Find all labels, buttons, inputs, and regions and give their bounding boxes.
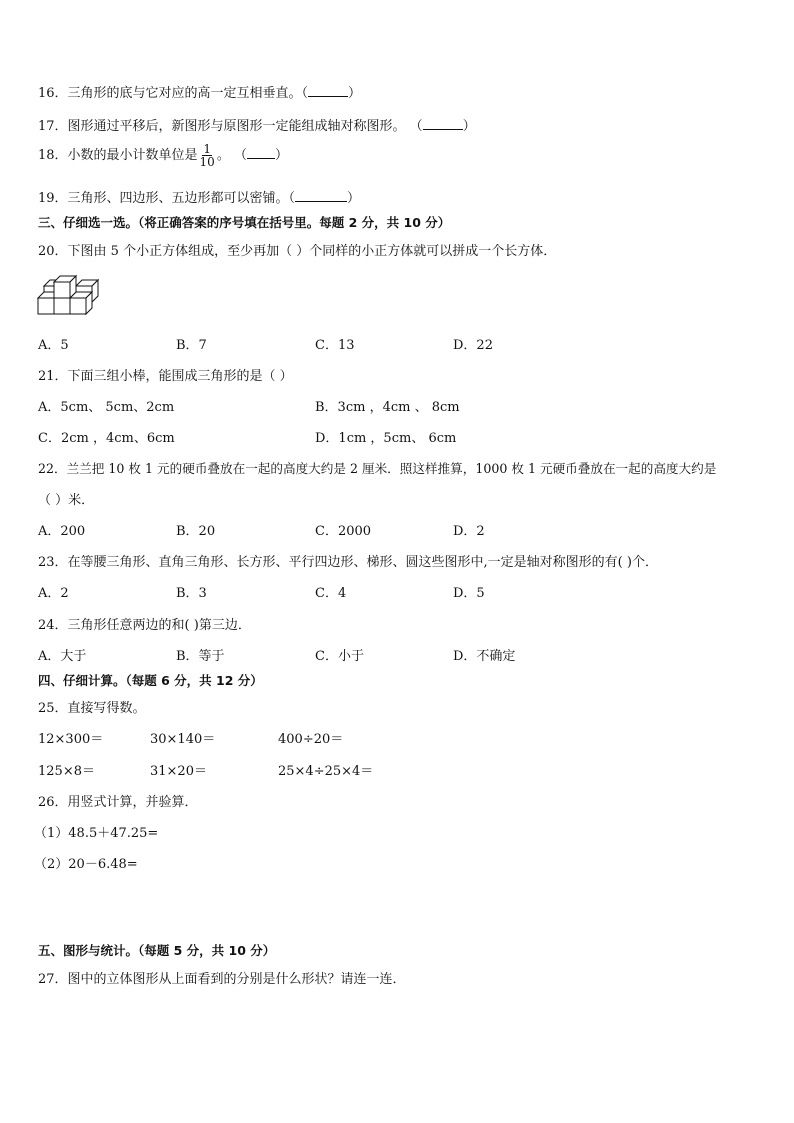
question-19-text: 19．三角形、四边形、五边形都可以密铺。（ xyxy=(38,191,296,206)
q26-item-2: （2）20－6.48= xyxy=(34,857,138,872)
q25-expr-2: 30×140＝ xyxy=(150,732,216,747)
question-18: 18．小数的最小计数单位是 $\frac{1}{10}$ 。 （ ） xyxy=(38,142,288,169)
question-25-text: 25．直接写得数。 xyxy=(38,701,146,716)
q25-expr-4: 125×8＝ xyxy=(38,764,95,779)
q20-option-d[interactable]: D．22 xyxy=(453,338,493,353)
question-24-text: 24．三角形任意两边的和( )第三边． xyxy=(38,618,251,633)
question-22-text-cont: （ ）米． xyxy=(38,493,95,508)
question-27-text: 27．图中的立体图形从上面看到的分别是什么形状？请连一连． xyxy=(38,972,406,987)
q20-option-c[interactable]: C．13 xyxy=(315,338,355,353)
answer-blank-17[interactable] xyxy=(423,117,463,130)
q21-option-b[interactable]: B．3cm ，4cm 、 8cm xyxy=(315,400,460,415)
question-18-text: 18．小数的最小计数单位是 xyxy=(38,148,198,163)
q22-option-a[interactable]: A．200 xyxy=(38,524,86,539)
q21-option-c[interactable]: C．2cm ，4cm、6cm xyxy=(38,431,175,446)
question-26-text: 26．用竖式计算，并验算． xyxy=(38,795,198,810)
question-17: 17．图形通过平移后，新图形与原图形一定能组成轴对称图形。 （ ） xyxy=(38,119,476,134)
q21-option-a[interactable]: A．5cm、 5cm、2cm xyxy=(38,400,175,415)
q20-option-b[interactable]: B．7 xyxy=(176,338,207,353)
q22-option-c[interactable]: C．2000 xyxy=(315,524,372,539)
q24-option-a[interactable]: A．大于 xyxy=(38,649,87,664)
q22-option-b[interactable]: B．20 xyxy=(176,524,216,539)
q24-option-c[interactable]: C．小于 xyxy=(315,649,364,664)
q24-option-b[interactable]: B．等于 xyxy=(176,649,225,664)
question-23-text: 23．在等腰三角形、直角三角形、长方形、平行四边形、梯形、圆这些图形中,一定是轴对称图形的有( )个． xyxy=(38,555,658,570)
section-5-heading: 五、图形与统计。（每题 5 分，共 10 分） xyxy=(38,943,276,958)
question-22-text: 22．兰兰把 10 枚 1 元的硬币叠放在一起的高度大约是 2 厘米．照这样推算，1000 枚 1 元硬币叠放在一起的高度大约是 xyxy=(38,461,717,476)
q21-option-d[interactable]: D．1cm ，5cm、 6cm xyxy=(315,431,457,446)
q25-expr-6: 25×4÷25×4＝ xyxy=(278,764,374,779)
question-20-text: 20．下图由 5 个小正方体组成，至少再加（ ）个同样的小正方体就可以拼成一个长方体． xyxy=(38,244,557,259)
question-19: 19．三角形、四边形、五边形都可以密铺。（ ） xyxy=(38,191,361,206)
q25-expr-1: 12×300＝ xyxy=(38,732,104,747)
q25-expr-3: 400÷20＝ xyxy=(278,732,344,747)
section-3-heading: 三、仔细选一选。（将正确答案的序号填在括号里。每题 2 分，共 10 分） xyxy=(38,215,451,230)
q23-option-d[interactable]: D．5 xyxy=(453,586,485,601)
q23-option-a[interactable]: A．2 xyxy=(38,586,69,601)
section-4-heading: 四、仔细计算。（每题 6 分，共 12 分） xyxy=(38,673,263,688)
q24-option-d[interactable]: D．不确定 xyxy=(453,649,516,664)
q26-item-1: （1）48.5＋47.25= xyxy=(34,826,159,841)
question-21-text: 21．下面三组小棒，能围成三角形的是（ ） xyxy=(38,369,293,384)
question-17-text: 17．图形通过平移后，新图形与原图形一定能组成轴对称图形。 （ xyxy=(38,119,423,134)
fraction-one-tenth: $\frac{1}{10}$ xyxy=(199,142,215,169)
cube-figure xyxy=(36,268,100,320)
answer-blank-18[interactable] xyxy=(247,146,275,159)
q20-option-a[interactable]: A．5 xyxy=(38,338,69,353)
answer-blank-16[interactable] xyxy=(308,84,348,97)
question-16: 16．三角形的底与它对应的高一定互相垂直。（ ） xyxy=(38,86,362,101)
q23-option-c[interactable]: C．4 xyxy=(315,586,347,601)
answer-blank-19[interactable] xyxy=(295,189,347,202)
question-16-text: 16．三角形的底与它对应的高一定互相垂直。（ xyxy=(38,86,309,101)
q22-option-d[interactable]: D．2 xyxy=(453,524,485,539)
q25-expr-5: 31×20＝ xyxy=(150,764,207,779)
q23-option-b[interactable]: B．3 xyxy=(176,586,207,601)
